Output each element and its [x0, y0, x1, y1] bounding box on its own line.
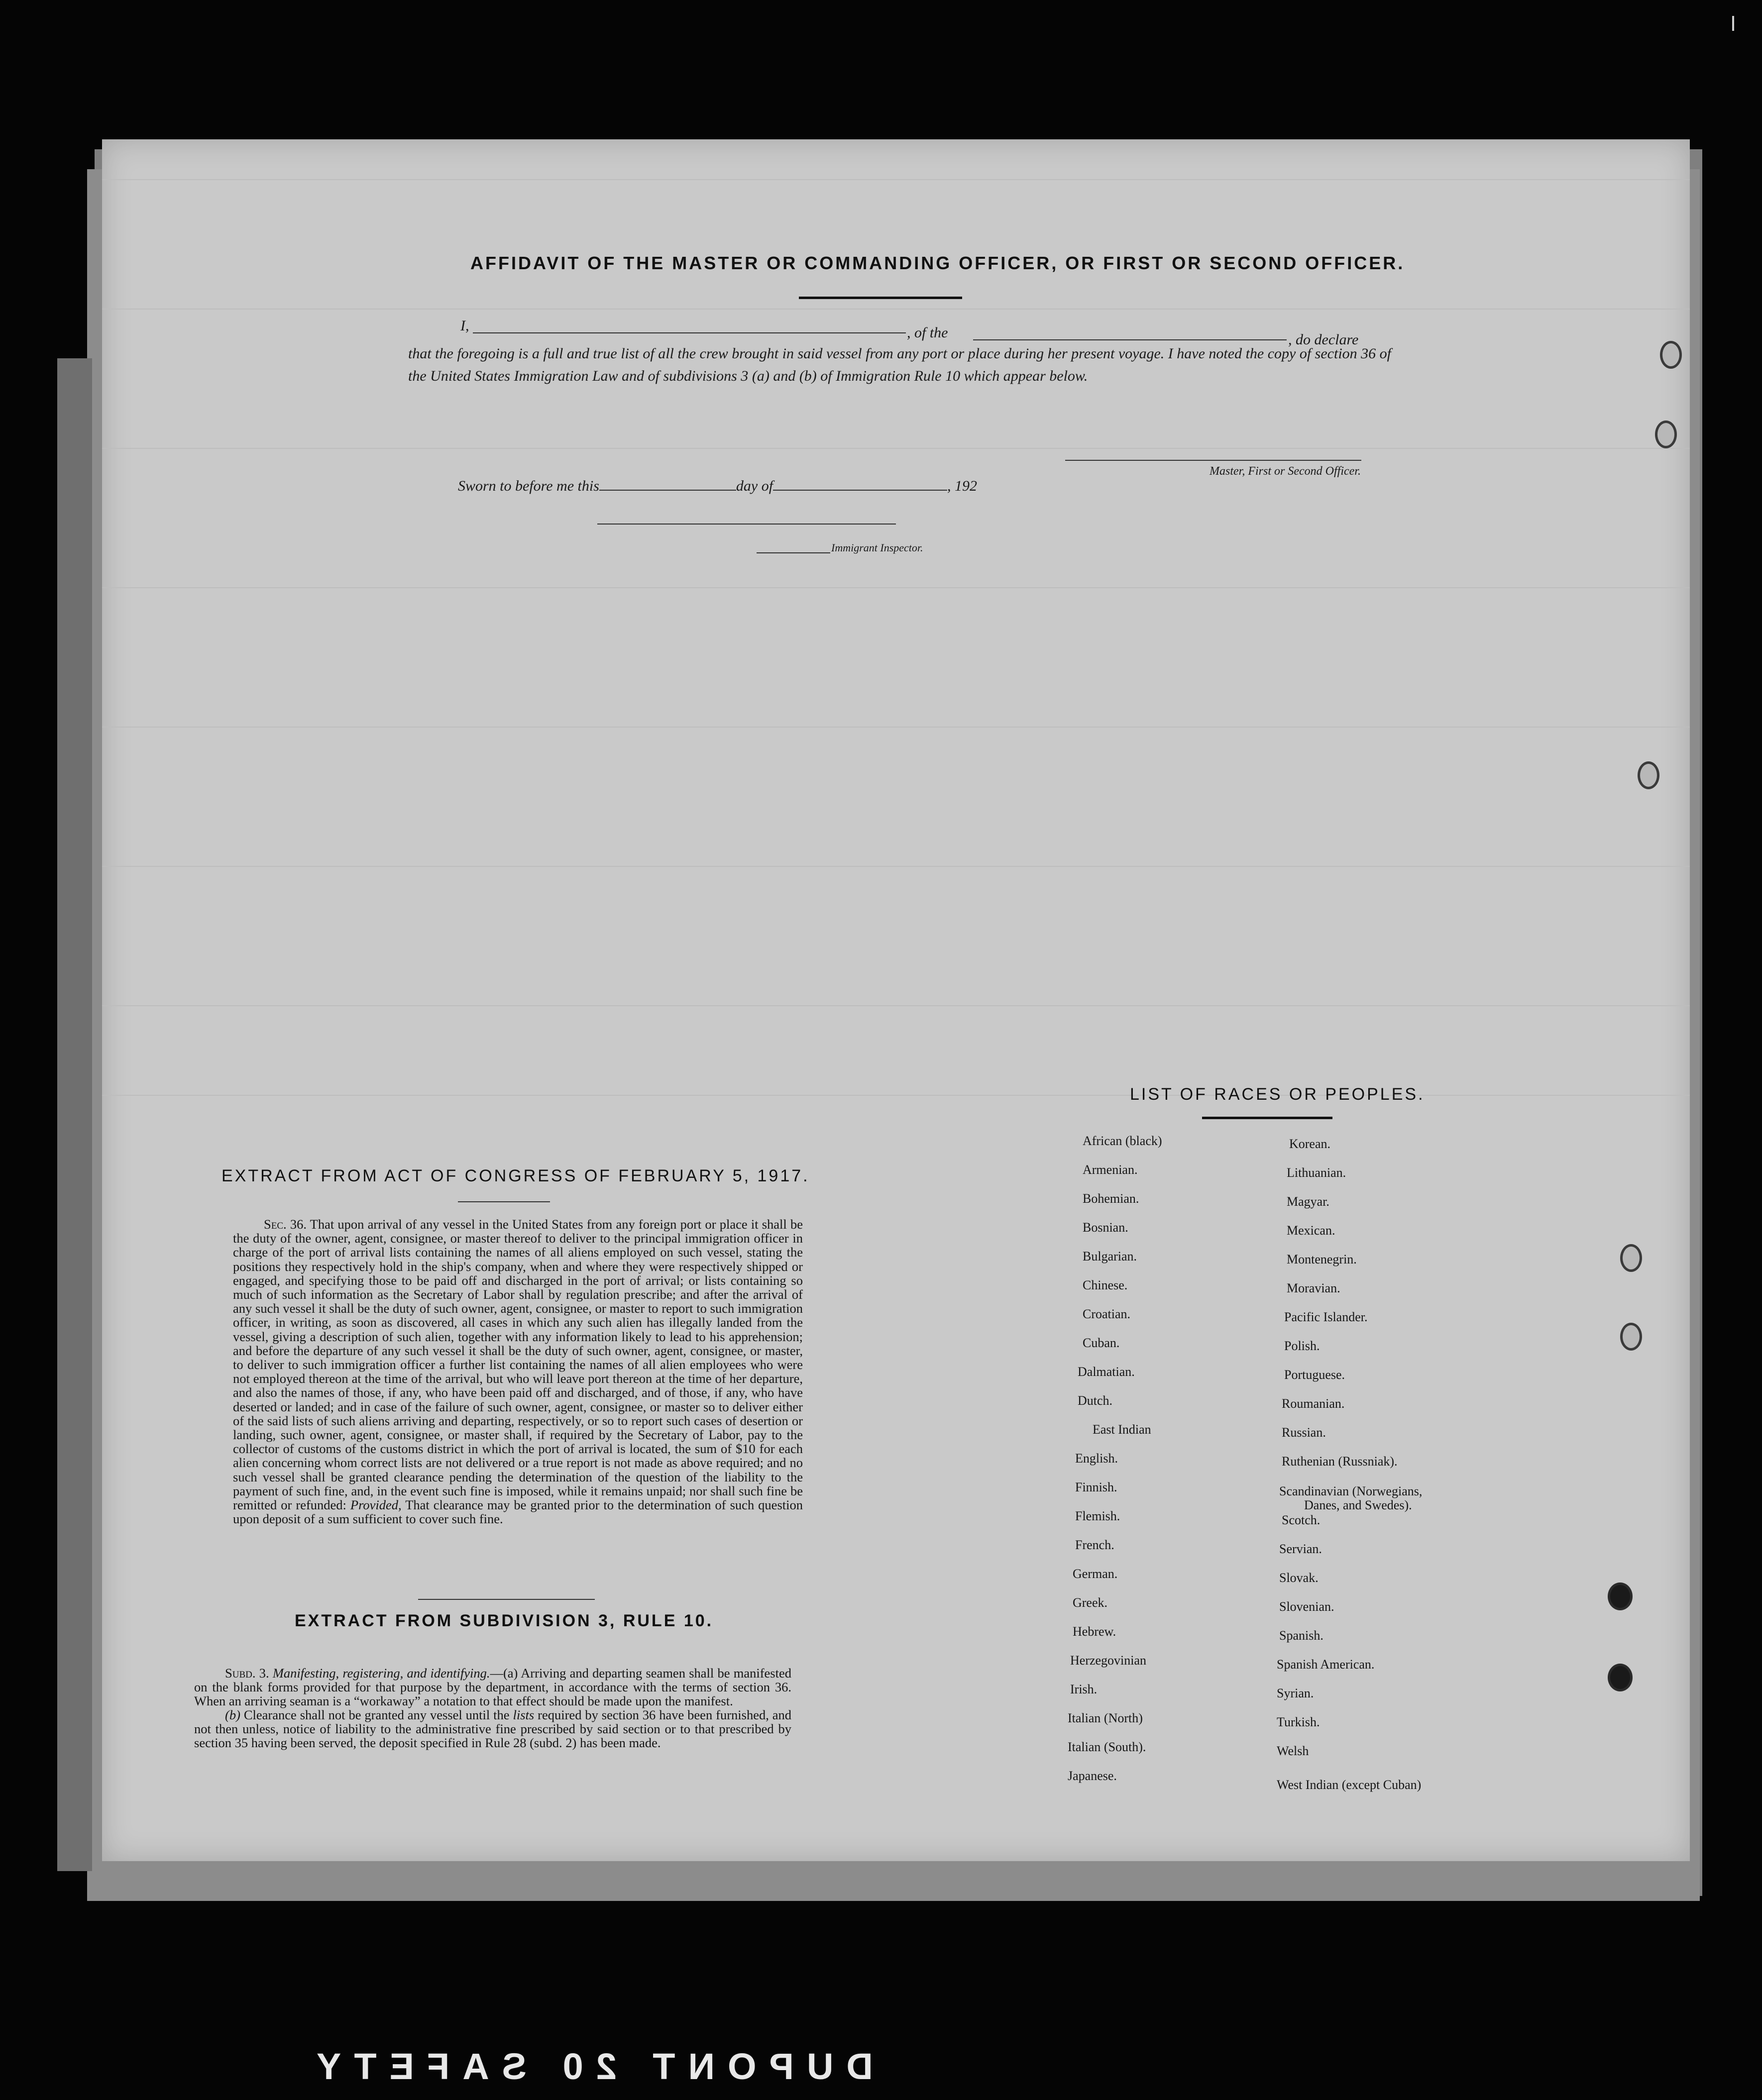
- race-item: German.: [1073, 1567, 1118, 1581]
- race-item: East Indian: [1093, 1422, 1151, 1437]
- day-blank: [599, 490, 736, 491]
- subd-label: Subd. 3.: [225, 1666, 269, 1680]
- affidavit-i-label: I,: [460, 317, 469, 334]
- race-item: Spanish American.: [1277, 1657, 1375, 1672]
- race-item: Dalmatian.: [1078, 1365, 1135, 1379]
- race-item: Montenegrin.: [1287, 1252, 1357, 1266]
- race-item: African (black): [1083, 1134, 1162, 1148]
- inspector-caption: Immigrant Inspector.: [831, 541, 923, 554]
- race-item: Cuban.: [1083, 1336, 1120, 1350]
- races-title: LIST OF RACES OR PEOPLES.: [1130, 1085, 1425, 1104]
- title-underline: [799, 297, 962, 299]
- affidavit-declare-label: , do declare: [1288, 331, 1359, 348]
- race-item: Portuguese.: [1284, 1367, 1345, 1382]
- provided-label: Provided,: [350, 1497, 402, 1513]
- punch-hole: [1655, 420, 1677, 448]
- rule10-text: [194, 1666, 791, 1750]
- race-item: English.: [1075, 1451, 1118, 1466]
- sworn-label: Sworn to before me this: [458, 478, 599, 494]
- subd-heading: Manifesting, registering, and identifying.: [272, 1666, 490, 1680]
- punch-hole: [1620, 1244, 1642, 1272]
- rule10-title: EXTRACT FROM SUBDIVISION 3, RULE 10.: [295, 1611, 714, 1630]
- act-title: EXTRACT FROM ACT OF CONGRESS OF FEBRUARY 5, 1917.: [221, 1166, 810, 1185]
- race-item: Slovenian.: [1279, 1599, 1334, 1614]
- race-item: Greek.: [1073, 1595, 1108, 1610]
- para-b-label: (b): [225, 1707, 240, 1722]
- race-item: Syrian.: [1277, 1686, 1314, 1700]
- race-item: Italian (North): [1068, 1711, 1143, 1725]
- document-page: [102, 139, 1690, 1861]
- race-item: Herzegovinian: [1070, 1653, 1147, 1668]
- race-item: Japanese.: [1068, 1769, 1117, 1783]
- punch-hole: [1608, 1664, 1633, 1691]
- race-item: Hebrew.: [1073, 1624, 1116, 1639]
- race-item: Spanish.: [1279, 1628, 1323, 1643]
- act-title-underline: [458, 1201, 550, 1202]
- race-item: West Indian (except Cuban): [1277, 1778, 1422, 1792]
- microfilm-edge-label: DUPONT 20 SAFETY: [304, 2046, 873, 2087]
- race-item: Korean.: [1289, 1137, 1331, 1151]
- paper-edge-left: [57, 358, 92, 1871]
- month-blank: [773, 490, 947, 491]
- race-item: Russian.: [1282, 1425, 1326, 1440]
- sec-text-1: That upon arrival of any vessel in the United States from any foreign port or place it shall be the duty of the owner, agent, consignee, or master thereof to deliver to the principal immigration officer in charge of the port of arrival lists containing the names of all aliens employed on such vessel, stating the positions they respectively hold in the ship's company, when and where they were respectively shipped or engaged, and specifying those to be paid off and discharged in the port of arrival; or lists containing so much of such information as the Secretary of Labor shall by regulation prescribe; and after the arrival of any such vessel it shall be the duty of such owner, agent, consignee, or master to report to such immigration officer, in writing, as soon as discovered, all cases in which any such alien has illegally landed from the vessel, giving a description of such alien, together with any information likely to lead to his apprehension; and before the departure of any such vessel it shall be the duty of such owner, agent, consignee, or master, to deliver to such immigration officer a further list containing the names of all alien employees who were not employed thereon at the time of the arrival, but who will leave port thereon at the time of her departure, and also the names of those, if any, who have been paid off and discharged, and of those, if any, who have deserted or landed; and in case of the failure of such owner, agent, consignee, or master so to deliver either of the said lists of such aliens arriving and departing, respectively, or so to report such cases of desertion or landing, such owner, agent, consignee, or master shall, if required by the Secretary of Labor, pay to the collector of customs of the customs district in which the port of arrival is located, the sum of $10 for each alien concerning whom correct lists are not delivered or a true report is not made as above required; and no such vessel shall be granted clearance pending the determination of the question of the liability to the payment of such fine, and, in the event such fine is imposed, while it remains unpaid; nor shall such fine be remitted or refunded:: [233, 1217, 803, 1513]
- race-item: Mexican.: [1287, 1223, 1335, 1238]
- vessel-blank-line: [973, 339, 1287, 340]
- race-item: Ruthenian (Russniak).: [1282, 1454, 1398, 1469]
- para-b-2: required by section 36 have been furnished, and not then unless, notice of liability to the administrative fine prescribed by said section or to that prescribed by section 35 having been served, the deposit specified in Rule 28 (subd. 2) has been made.: [194, 1707, 792, 1750]
- race-item: Bosnian.: [1083, 1220, 1128, 1235]
- race-item: Irish.: [1070, 1682, 1098, 1696]
- name-blank-line: [473, 332, 906, 333]
- film-tick-mark: [1732, 16, 1734, 31]
- race-item: Bohemian.: [1083, 1191, 1139, 1206]
- sworn-line: [458, 478, 977, 495]
- sec-text-2: That clearance may be granted prior to the determination of such question upon deposit of a sum sufficient to cover such fine.: [233, 1497, 803, 1527]
- signature-caption: Master, First or Second Officer.: [1210, 465, 1361, 478]
- section-divider: [418, 1599, 595, 1600]
- race-item: Lithuanian.: [1287, 1165, 1346, 1180]
- section-36-text: [233, 1217, 803, 1526]
- race-item: Moravian.: [1287, 1281, 1340, 1295]
- punch-hole: [1620, 1323, 1642, 1351]
- punch-hole: [1638, 761, 1659, 789]
- race-item: Slovak.: [1279, 1571, 1319, 1585]
- race-item: Italian (South).: [1068, 1740, 1146, 1754]
- race-item: Dutch.: [1078, 1393, 1113, 1408]
- race-item: Scandinavian (Norwegians,: [1279, 1484, 1423, 1498]
- inspector-signature-line: [597, 524, 896, 525]
- year-label: , 192: [947, 478, 978, 494]
- para-b-1: Clearance shall not be granted any vessel until the: [243, 1707, 510, 1722]
- para-a: —(a) Arriving and departing seamen shall be manifested on the blank forms provided for that purpose by the department, in accordance with the terms of section 36. When an arriving seaman is a “workaway” a notation to that effect should be made upon the manifest.: [194, 1666, 791, 1708]
- signature-line: [1065, 460, 1361, 461]
- race-item: Armenian.: [1083, 1162, 1138, 1177]
- punch-hole: [1660, 341, 1682, 369]
- race-item: Bulgarian.: [1083, 1249, 1137, 1263]
- race-item: Welsh: [1277, 1744, 1309, 1758]
- race-item: Scotch.: [1282, 1513, 1321, 1527]
- race-item: French.: [1075, 1538, 1114, 1552]
- para-b-lists: lists: [513, 1707, 535, 1722]
- affidavit-of-the-label: , of the: [907, 324, 948, 341]
- day-of-label: day of: [736, 478, 773, 494]
- race-item: Chinese.: [1083, 1278, 1128, 1292]
- sec-label: Sec. 36.: [264, 1217, 307, 1232]
- race-item: Finnish.: [1075, 1480, 1117, 1494]
- race-item: Croatian.: [1083, 1307, 1131, 1321]
- affidavit-body: that the foregoing is a full and true list of all the crew brought in said vessel from any port or place during her present voyage. I have noted the copy of section 36 of the United States Immigration Law and of subdivisions 3 (a) and (b) of Immigration Rule 10 which appear below.: [408, 345, 1391, 384]
- race-item: Magyar.: [1287, 1194, 1329, 1209]
- inspector-name-line: [757, 552, 830, 553]
- affidavit-title: AFFIDAVIT OF THE MASTER OR COMMANDING OFFICER, OR FIRST OR SECOND OFFICER.: [470, 253, 1405, 273]
- races-title-underline: [1202, 1117, 1332, 1119]
- race-item: Danes, and Swedes).: [1304, 1498, 1412, 1512]
- race-item: Servian.: [1279, 1542, 1322, 1556]
- race-item: Flemish.: [1075, 1509, 1120, 1523]
- race-item: Pacific Islander.: [1284, 1310, 1368, 1324]
- race-item: Roumanian.: [1282, 1396, 1345, 1411]
- race-item: Polish.: [1284, 1339, 1320, 1353]
- race-item: Turkish.: [1277, 1715, 1320, 1729]
- punch-hole: [1608, 1582, 1633, 1610]
